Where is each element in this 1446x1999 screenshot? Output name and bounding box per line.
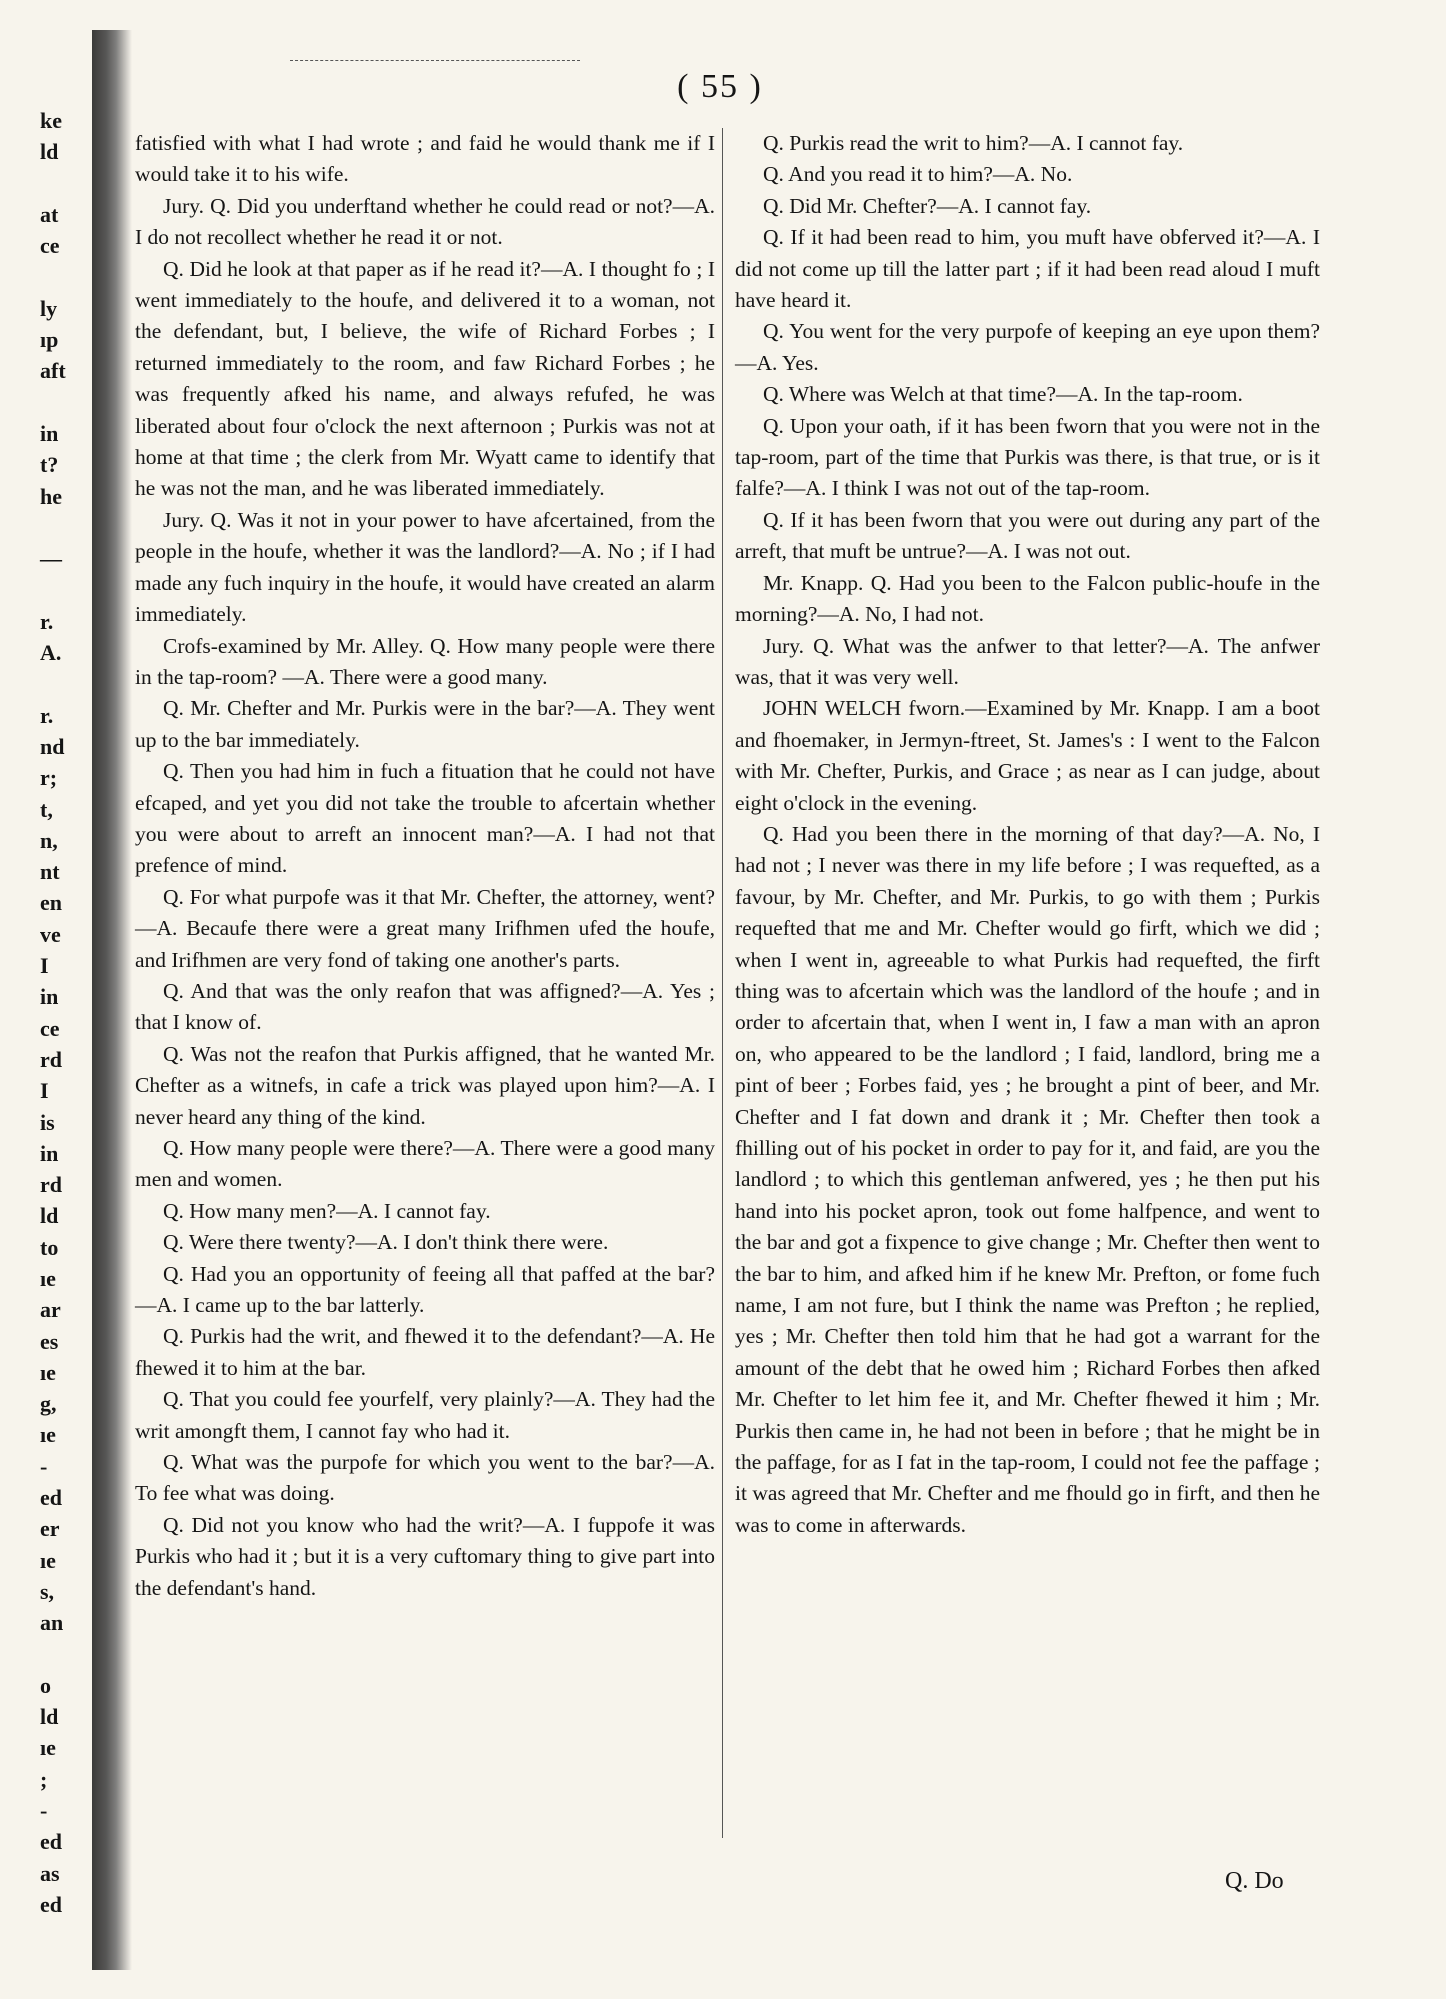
margin-fragment: ar <box>40 1297 61 1323</box>
paragraph: Crofs-examined by Mr. Alley. Q. How many people were there in the tap-room? —A. There were a good many. <box>135 633 715 689</box>
margin-fragment: as <box>40 1860 60 1886</box>
left-column <box>135 128 715 1604</box>
margin-fragment: he <box>40 483 62 509</box>
margin-fragment: en <box>40 890 62 916</box>
paragraph: Q. Was not the reafon that Purkis affigned, that he wanted Mr. Chefter as a witnefs, in cafe a trick was played upon him?—A. I never heard any thing of the kind. <box>135 1041 715 1129</box>
margin-fragment: I <box>40 1078 49 1104</box>
margin-fragment: ıe <box>40 1547 56 1573</box>
margin-fragment: aft <box>40 358 66 384</box>
margin-fragment: rd <box>40 1172 62 1198</box>
margin-fragment: an <box>40 1610 64 1636</box>
margin-fragment: nt <box>40 859 60 885</box>
paragraph: Jury. Q. What was the anfwer to that letter?—A. The anfwer was, that it was very well. <box>735 633 1320 689</box>
margin-fragment: — <box>40 546 62 572</box>
margin-fragment: es <box>40 1328 59 1354</box>
margin-fragment: t, <box>40 796 53 822</box>
paragraph: Q. Were there twenty?—A. I don't think there were. <box>163 1230 609 1255</box>
margin-fragment <box>40 668 100 699</box>
right-column <box>735 128 1320 1541</box>
margin-fragment: r. <box>40 702 54 728</box>
margin-fragment: ıe <box>40 1265 56 1291</box>
margin-fragment: rd <box>40 1046 62 1072</box>
margin-fragment: ; <box>40 1766 48 1792</box>
paragraph: Q. Where was Welch at that time?—A. In the tap-room. <box>763 382 1243 407</box>
paragraph: Q. Purkis read the writ to him?—A. I cannot fay. <box>763 131 1184 155</box>
margin-fragment: ld <box>40 1203 59 1229</box>
margin-fragment: A. <box>40 640 62 666</box>
paragraph: Mr. Knapp. Q. Had you been to the Falcon public-houfe in the morning?—A. No, I had not. <box>735 570 1320 627</box>
paragraph: Q. Did not you know who had the writ?—A. I fuppofe it was Purkis who had it ; but it is a very cuftomary thing to give part into the defendant's hand. <box>135 1512 715 1600</box>
margin-fragment <box>40 512 100 543</box>
margin-fragment: I <box>40 953 49 979</box>
paragraph: Jury. Q. Did you underftand whether he could read or not?—A. I do not recollect whether he read it or not. <box>135 193 715 250</box>
margin-fragment: ed <box>40 1485 62 1511</box>
paragraph: Q. Upon your oath, if it has been fworn that you were not in the tap-room, part of the time that Purkis was there, is that true, or is it falfe?—A. I think I was not out of the tap-room. <box>735 413 1320 501</box>
margin-fragment: in <box>40 984 59 1010</box>
margin-fragment: ed <box>40 1891 62 1917</box>
margin-fragment: r. <box>40 608 54 634</box>
margin-fragment: - <box>40 1798 48 1824</box>
margin-fragment: is <box>40 1109 55 1135</box>
margin-fragment: - <box>40 1453 48 1479</box>
paragraph: Q. Mr. Chefter and Mr. Purkis were in the bar?—A. They went up to the bar immediately. <box>135 696 715 752</box>
margin-fragment: ıe <box>40 1359 56 1385</box>
margin-fragment: ıp <box>40 327 59 353</box>
margin-fragment: er <box>40 1516 60 1542</box>
margin-fragment: ıe <box>40 1735 56 1761</box>
margin-fragment: g, <box>40 1391 57 1417</box>
paragraph: Q. Did he look at that paper as if he read it?—A. I thought fo ; I went immediately to the houfe, and delivered it to a woman, not the defendant, but, I believe, the wife of Richard Forbes ; I returned immediately to the room, and faw Richard Forbes ; he was frequently afked his name, and always refufed, he was liberated about four o'clock the next afternoon ; Purkis was not at home at that time ; the clerk from Mr. Wyatt came to identify that he was not the man, and he was liberated immediately. <box>135 256 715 501</box>
column-divider <box>722 128 723 1838</box>
margin-fragment: ld <box>40 1704 59 1730</box>
margin-fragment: ed <box>40 1829 62 1855</box>
paragraph: Q. And you read it to him?—A. No. <box>763 162 1073 187</box>
margin-fragment: ve <box>40 921 61 947</box>
paragraph: Q. That you could fee yourfelf, very plainly?—A. They had the writ amongft them, I cannot fay who had it. <box>135 1387 715 1443</box>
margin-fragment <box>40 168 100 199</box>
page-number: ( 55 ) <box>677 68 763 105</box>
catchword: Q. Do <box>1225 1868 1284 1894</box>
margin-fragment: ıe <box>40 1422 56 1448</box>
margin-fragment: to <box>40 1234 59 1260</box>
margin-fragment <box>40 261 100 292</box>
facing-page-margin-fragments <box>40 105 100 1935</box>
margin-fragment: ce <box>40 1015 60 1041</box>
paragraph: Q. For what purpofe was it that Mr. Chefter, the attorney, went?—A. Becaufe there were a great many Irifhmen ufed the houfe, and Irifhmen are very fond of taking one another's parts. <box>135 884 715 972</box>
paragraph: Q. Had you an opportunity of feeing all that paffed at the bar?—A. I came up to the bar latterly. <box>135 1261 715 1318</box>
paragraph: Q. If it had been read to him, you muft have obferved it?—A. I did not come up till the latter part ; if it had been read aloud I muft have heard it. <box>735 225 1320 313</box>
paragraph: Q. If it has been fworn that you were out during any part of the arreft, that muft be untrue?—A. I was not out. <box>735 507 1320 564</box>
margin-fragment <box>40 574 100 605</box>
margin-fragment: o <box>40 1672 51 1698</box>
margin-fragment: ke <box>40 108 62 133</box>
margin-fragment: ce <box>40 233 60 259</box>
margin-fragment <box>40 1639 100 1670</box>
paragraph: Q. Then you had him in fuch a fituation that he could not have efcaped, and yet you did not take the trouble to afcertain whether you were about to arreft an innocent man?—A. I had not that prefence of mind. <box>135 759 715 878</box>
margin-fragment: ly <box>40 295 58 321</box>
paragraph: JOHN WELCH fworn.—Examined by Mr. Knapp. I am a boot and fhoemaker, in Jermyn-ftreet, St. James's : I went to the Falcon with Mr. Chefter, Purkis, and Grace ; as near as I can judge, about eight o'clock in the evening. <box>735 696 1320 815</box>
margin-fragment: s, <box>40 1578 55 1604</box>
margin-fragment: in <box>40 1140 59 1166</box>
top-rule <box>290 60 580 61</box>
paragraph: Q. Had you been there in the morning of that day?—A. No, I had not ; I never was there in my life before ; I was requefted, as a favour, by Mr. Chefter, and Mr. Purkis, to go with them ; Purkis requefted that me and Mr. Chefter would go firft, which we did ; when I went in, agreeable to what Purkis had requefted, the firft thing was to afcertain which was the landlord of the houfe ; and in order to afcertain that, when I went in, I faw a man with an apron on, who appeared to be the landlord ; I faid, landlord, bring me a pint of beer ; Forbes faid, yes ; he brought a pint of beer, and Mr. Chefter and I fat down and drank it ; Mr. Chefter then took a fhilling out of his pocket in order to pay for it, and faid, are you the landlord ; to which this gentleman anfwered, yes ; he then put his hand into his pocket apron, took out fome halfpence, and went to the bar and got a fixpence to give change ; Mr. Chefter then went to the bar to him, and afked him if he knew Mr. Prefton, or fome fuch name, I am not fure, but I think the name was Prefton ; he replied, yes ; Mr. Chefter then told him that he had got a warrant for the amount of the debt that he owed him ; Richard Forbes then afked Mr. Chefter to let him fee it, and Mr. Chefter fhewed it him ; Mr. Purkis then came in, he had not been in before ; that he might be in the paffage, for as I fat in the tap-room, I could not fee the paffage ; it was agreed that Mr. Chefter and me fhould go in firft, and then he was to come in afterwards. <box>735 821 1320 1537</box>
paragraph: fatisfied with what I had wrote ; and faid he would thank me if I would take it to his wife. <box>135 131 715 187</box>
margin-fragment: t? <box>40 452 59 478</box>
paragraph: Jury. Q. Was it not in your power to have afcertained, from the people in the houfe, whether it was the landlord?—A. No ; if I had made any fuch inquiry in the houfe, it would have created an alarm immediately. <box>135 507 715 627</box>
paragraph: Q. What was the purpofe for which you went to the bar?—A. To fee what was doing. <box>135 1450 715 1506</box>
paragraph: Q. How many people were there?—A. There were a good many men and women. <box>135 1136 715 1192</box>
margin-fragment: nd <box>40 733 65 759</box>
paragraph: Q. How many men?—A. I cannot fay. <box>163 1198 491 1223</box>
margin-fragment: ld <box>40 139 59 165</box>
paragraph: Q. Purkis had the writ, and fhewed it to the defendant?—A. He fhewed it to him at the bar. <box>135 1324 715 1380</box>
margin-fragment: r; <box>40 765 58 791</box>
paragraph: Q. You went for the very purpofe of keeping an eye upon them?—A. Yes. <box>735 319 1320 375</box>
paragraph: Q. Did Mr. Chefter?—A. I cannot fay. <box>763 193 1092 218</box>
paragraph: Q. And that was the only reafon that was affigned?—A. Yes ; that I know of. <box>135 978 715 1035</box>
margin-fragment <box>40 387 100 418</box>
margin-fragment: at <box>40 201 59 227</box>
margin-fragment: n, <box>40 827 58 853</box>
margin-fragment: in <box>40 420 59 446</box>
